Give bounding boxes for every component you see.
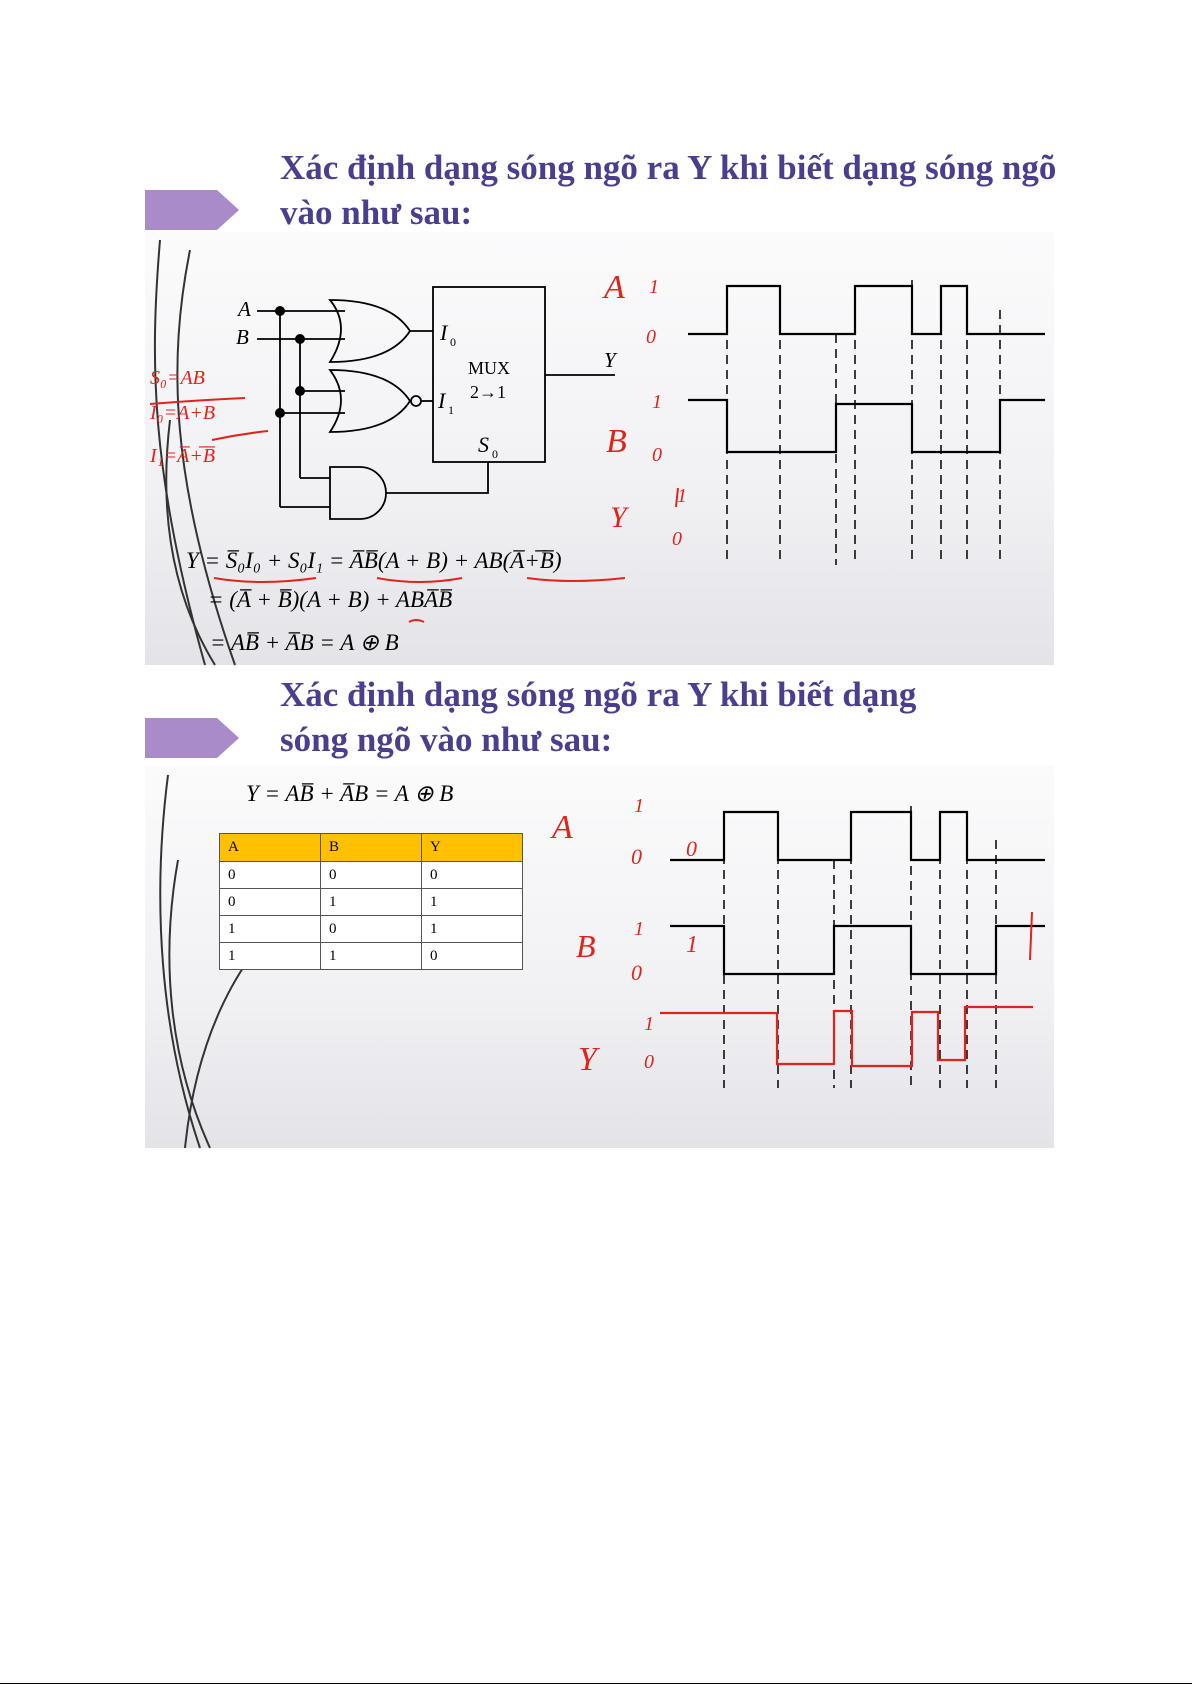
wave-y-level-0-2: 0	[644, 1051, 654, 1073]
wave-y-level-0: 0	[672, 528, 682, 550]
wave-y-level-1-2: 1	[644, 1013, 654, 1035]
wave-b-level-1-2: 1	[634, 918, 644, 940]
truth-table	[219, 833, 523, 970]
slide-2-title-line-1: Xác định dạng sóng ngõ ra Y khi biết dạng	[280, 675, 917, 714]
cell-b: 0	[321, 862, 422, 889]
wave-y-level-1: 1	[677, 485, 687, 507]
handwritten-tick-b	[1030, 912, 1032, 960]
column-header-a: A	[220, 834, 321, 862]
cell-y: 0	[422, 862, 523, 889]
waveform-a-slide-2	[670, 812, 1045, 860]
wave-b-level-1: 1	[652, 391, 662, 413]
slide-2-equation: Y = AB̅ + A̅B = A ⊕ B	[246, 781, 454, 806]
slide-1-title-line-1: Xác định dạng sóng ngõ ra Y khi biết dạng sóng ngõ	[280, 148, 1057, 187]
table-row	[220, 889, 523, 916]
cell-y: 0	[422, 943, 523, 970]
cell-a: 1	[220, 943, 321, 970]
wave-a-level-0-2: 0	[631, 844, 642, 869]
equation-line-3: = AB̅ + A̅B = A ⊕ B	[210, 630, 399, 655]
column-header-y: Y	[422, 834, 523, 862]
waveform-labels-slide-2	[550, 795, 698, 1078]
truth-table-header-row	[220, 834, 523, 862]
input-a-label: A	[238, 297, 251, 321]
wave-y-label-2: Y	[578, 1041, 597, 1078]
mux-label: MUX	[468, 358, 511, 378]
pin-i0-label: I	[440, 320, 448, 345]
wave-a-level-1: 1	[649, 276, 659, 298]
cell-y: 1	[422, 889, 523, 916]
output-y-label: Y	[604, 348, 616, 372]
wave-a-level-0: 0	[646, 326, 656, 348]
cell-b: 0	[321, 916, 422, 943]
pin-i0-sub: 0	[450, 335, 456, 349]
page-bottom-rule	[0, 1683, 1192, 1684]
slide-1-title-line-2: vào như sau:	[280, 193, 473, 232]
equation-line-2: = (A̅ + B̅)(A + B) + ABA̅B̅	[208, 587, 453, 612]
wave-b-right-1: 1	[686, 932, 698, 958]
table-row	[220, 862, 523, 889]
handwritten-y-waveform	[660, 1007, 1033, 1066]
cell-b: 1	[321, 889, 422, 916]
cell-a: 0	[220, 862, 321, 889]
wave-a-label-2: A	[552, 809, 573, 846]
cell-a: 1	[220, 916, 321, 943]
wave-y-label: Y	[610, 501, 627, 534]
wave-b-level-0-2: 0	[631, 960, 642, 985]
mux-ratio-label: 2→1	[470, 382, 506, 402]
wave-b-label: B	[606, 423, 627, 460]
slide-2-title-line-2: sóng ngõ vào như sau:	[280, 720, 613, 759]
pin-i1-label: I	[438, 388, 446, 413]
pin-i1-sub: 1	[448, 403, 454, 417]
cell-a: 0	[220, 889, 321, 916]
table-row	[220, 916, 523, 943]
equation-line-1: Y = S̅₀I₀ + S₀I₁ = A̅B̅(A + B) + AB(A̅+̅B̅)	[186, 548, 562, 573]
pin-s0-label: S	[478, 432, 489, 457]
handwritten-i0: I₀=A+B	[150, 402, 216, 424]
handwritten-i1: I₁=A̅+̅B̅	[150, 445, 216, 467]
wave-b-level-0: 0	[652, 444, 662, 466]
wave-b-label-2: B	[576, 928, 596, 964]
cell-y: 1	[422, 916, 523, 943]
handwritten-s0: S₀=AB	[150, 367, 205, 389]
pin-s0-sub: 0	[492, 447, 498, 461]
wave-a-label: A	[604, 269, 625, 306]
input-b-label: B	[236, 325, 249, 349]
waveform-b-slide-2	[670, 926, 1045, 974]
wave-a-level-1-2: 1	[634, 795, 644, 817]
wave-a-right-0: 0	[686, 836, 697, 861]
table-row	[220, 943, 523, 970]
waveform-guides-slide-2	[724, 806, 996, 1088]
column-header-b: B	[321, 834, 422, 862]
cell-b: 1	[321, 943, 422, 970]
